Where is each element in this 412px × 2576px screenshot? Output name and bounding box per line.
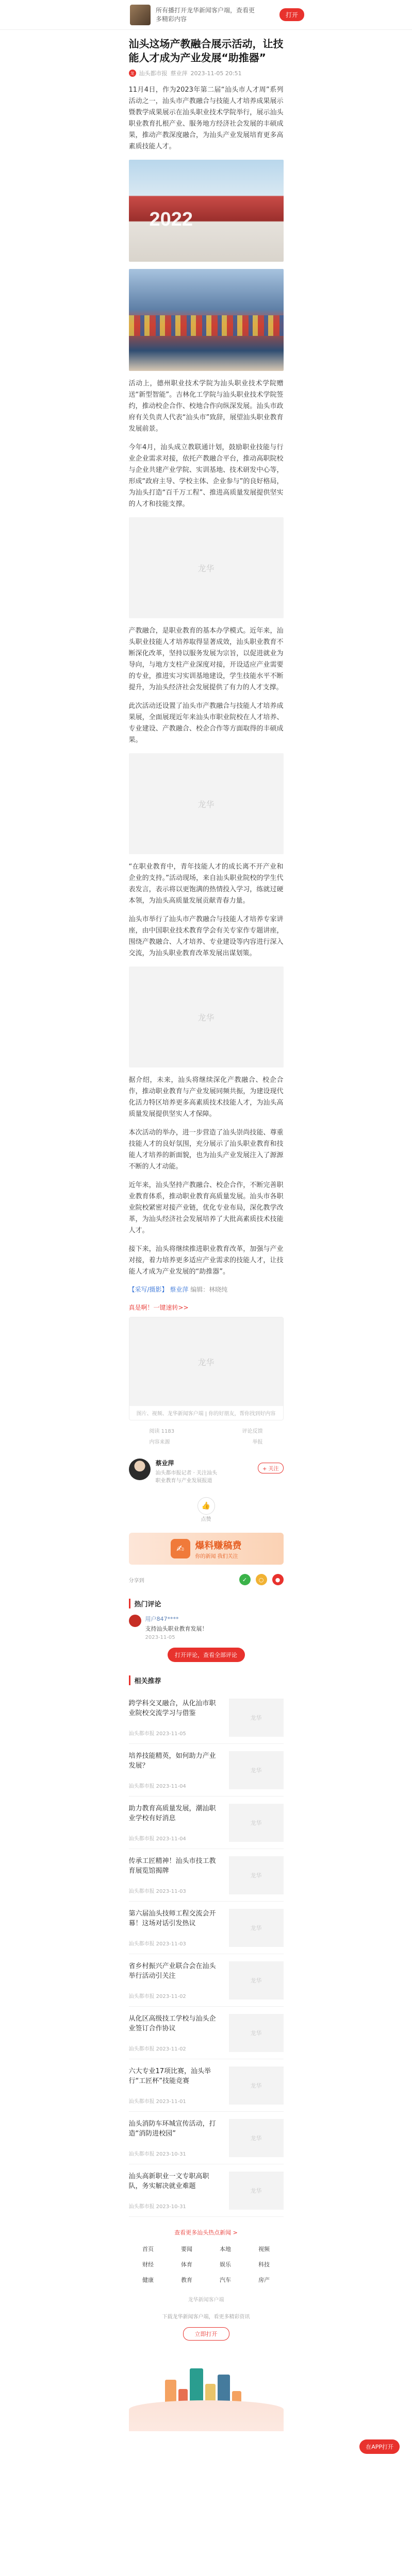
city-illustration [129,2354,284,2431]
placeholder-logo-icon: 龙华 [250,2188,262,2194]
editor-suffix: 编辑：林晓纯 [190,1286,228,1293]
megaphone-icon: ✍ [171,1539,190,1558]
performers-band [129,315,284,336]
paragraph: 据介绍，未来，汕头将继续深化产教融合、校企合作，推动职业教育与产业发展同频共振，为建设现代化活力特区培养更多高素质技术技能人才，为汕头高质量发展提供坚实人才保障。 [128,1076,284,1118]
list-item-thumbnail[interactable] [229,1909,284,1947]
list-item[interactable] [129,1691,284,1744]
channel-link[interactable]: 娱乐 [220,2261,231,2268]
list-item-meta: 汕头都市报 2023-11-04 [128,1836,186,1842]
banner-subtitle: 你的新闻 我们关注 [195,1553,238,1560]
list-item-title[interactable]: 六大专业17项比赛，汕头举行“工匠杯”技能竞赛 [128,2067,211,2085]
list-item-thumbnail[interactable] [229,2172,284,2210]
list-item-title[interactable]: 第六届汕头技师工程交流会开幕！这场对话引发热议 [128,1910,216,1927]
channel-link[interactable]: 首页 [142,2246,154,2252]
list-item-title[interactable]: 助力教育高质量发展，潮汕职业学校有好消息 [128,1805,216,1822]
paragraph: 近年来，汕头坚持产教融合、校企合作，不断完善职业教育体系，推动职业教育高质量发展。汕头市各职业院校紧密对接产业链，优化专业布局，深化教学改革，为汕头经济社会发展培养了大批高素质技术技能人才。 [128,1181,284,1234]
placeholder-logo-icon: 龙华 [250,1715,262,1721]
list-item-meta: 汕头都市报 2023-10-31 [128,2204,186,2210]
feedback-link[interactable]: 评论反馈 [242,1429,263,1434]
wechat-icon[interactable]: ✓ [239,1574,251,1585]
list-item-text [129,2066,222,2105]
channel-link[interactable]: 财经 [142,2261,154,2268]
channel-link[interactable]: 房产 [258,2277,270,2283]
list-item-thumbnail[interactable] [229,1699,284,1737]
list-item-meta: 汕头都市报 2023-11-03 [128,1889,186,1894]
list-item-meta: 汕头都市报 2023-11-01 [128,2099,186,2105]
channel-link[interactable]: 汽车 [220,2277,231,2283]
placeholder-logo-icon: 龙华 [197,1012,215,1023]
placeholder-logo-icon: 龙华 [197,799,215,809]
paragraph: 此次活动还设置了汕头市产教融合与技能人才培养成果展，全面展现近年来汕头市职业院校在人才培养、专业建设、产教融合、校企合作等方面取得的丰硕成果。 [128,702,284,744]
share-row [129,1574,284,1585]
editor-prefix: 【采写/摄影】 [128,1286,168,1293]
app-logo [130,5,151,25]
editor-line [129,1285,284,1294]
placeholder-logo-icon: 龙华 [250,2082,262,2089]
paragraph: 接下来，汕头将继续推进职业教育改革，加强与产业对接，着力培养更多适应产业需求的技能人才，让技能人才成为产业发展的“助推器”。 [128,1245,284,1276]
placeholder-logo-icon: 龙华 [250,1925,262,1931]
tip-off-banner[interactable] [129,1533,284,1565]
author-name[interactable]: 蔡业萍 [155,1460,174,1467]
placeholder-logo-icon: 龙华 [250,2135,262,2142]
channel-link[interactable]: 健康 [142,2277,154,2283]
article-title: 汕头这场产教融合展示活动，让技能人才成为产业发展“助推器” [128,38,284,64]
list-item-meta: 汕头都市报 2023-10-31 [128,2151,186,2157]
list-item-text [129,2172,222,2210]
bottom-spacer [129,2442,284,2472]
editor-names: 蔡业萍 [170,1286,189,1293]
channel-link[interactable]: 视频 [258,2246,270,2252]
report-link[interactable]: 举报 [252,1439,263,1445]
comment-time: 2023-11-05 [145,1635,175,1640]
article [129,30,284,2472]
avatar[interactable] [129,1615,141,1627]
like-label: 点赞 [201,1517,211,1522]
placeholder-logo-icon: 龙华 [197,563,215,573]
read-count: 阅读 1183 [149,1429,175,1434]
list-item-thumbnail[interactable] [229,2119,284,2157]
footer-subtitle: 下载龙华新闻客户端，看更多精彩资讯 [162,2314,250,2320]
list-item[interactable] [129,1902,284,1954]
placeholder-logo-icon: 龙华 [250,1872,262,1879]
open-app-button[interactable]: 打开 [279,8,304,21]
event-stage-photo[interactable] [129,160,284,262]
ad-image[interactable] [129,1317,283,1406]
list-item-text [129,1961,222,1999]
ground-shape [129,2400,284,2431]
weibo-icon[interactable]: ● [272,1574,284,1585]
list-item[interactable] [129,1849,284,1902]
list-item-meta: 汕头都市报 2023-11-02 [128,2046,186,2052]
list-item-thumbnail[interactable] [229,1961,284,1999]
banner-text-group [195,1538,242,1560]
report-row [129,1437,284,1445]
avatar[interactable] [129,1459,151,1480]
paragraph: 产教融合，是职业教育的基本办学模式。近年来，汕头职业技能人才培养取得显著成效，汕头职业教育不断深化改革，坚持以服务发展为宗旨，以促进就业为导向，与地方支柱产业深度对接，开设适应产业需要的专业，推进实习实训基地建设，学生技能水平不断提升，为汕头经济社会发展提供了有力的人才支撑。 [128,627,284,691]
list-item[interactable] [129,2164,284,2217]
like-area [129,1497,284,1522]
list-item-text [129,2014,222,2052]
list-item-meta: 汕头都市报 2023-11-04 [128,1784,186,1789]
channel-link[interactable]: 要闻 [181,2246,192,2252]
promo-link[interactable]: 真是啊！一键速转>> [128,1304,189,1311]
list-item-title[interactable]: 培养技能精英，如何助力产业发展？ [128,1752,216,1770]
recommend-list [129,1691,284,2217]
list-item-title[interactable]: 汕头消防车环城宣传活动，打造“消防进校园” [128,2120,216,2138]
list-item-title[interactable]: 传承工匠精神！汕头市技工教育展览馆揭牌 [128,1857,216,1875]
source-badge-icon: 龙 [129,70,136,77]
ad-box[interactable] [129,1317,284,1420]
comment-item [129,1615,284,1640]
moments-icon[interactable]: ○ [256,1574,267,1585]
channel-link[interactable]: 本地 [220,2246,231,2252]
list-item-text [129,1856,222,1894]
list-item[interactable] [129,2112,284,2164]
list-item-text [129,1699,222,1737]
paragraph: 汕头市举行了汕头市产教融合与技能人才培养专家讲座，由中国职业技术教育学会有关专家作专题讲座，围绕产教融合、人才培养、专业建设等内容进行深入交流，为汕头职业教育改革发展出谋划策。 [128,916,284,957]
source-link[interactable]: 内容来源 [149,1439,170,1445]
ad-caption: 图片、视频、龙华新闻客户端 | 你的好朋友，帮你找到好内容 [136,1411,276,1417]
like-button[interactable] [197,1497,215,1522]
comment-user-name[interactable]: 用户847**** [145,1616,179,1622]
channel-link[interactable]: 教育 [181,2277,192,2283]
channel-grid [129,2245,284,2284]
thumb-up-icon: 👍 [197,1497,215,1515]
placeholder-logo-icon: 龙华 [250,1767,262,1774]
article-meta [129,69,284,77]
paragraph: 11月4日，作为2023年第二届“汕头市人才周”系列活动之一，汕头市产教融合与技能人才培养成果展示暨教学成果展示在汕头职业技术学院举行，展示汕头职业教育扎根产业、服务地方经济社会发展的丰硕成果，推动产教深度融合，为汕头产业发展培育更多高素质技能人才。 [128,86,284,150]
list-item[interactable] [129,1744,284,1797]
open-in-app-button[interactable]: 在APP打开 [359,2439,400,2454]
list-item-text [129,1909,222,1947]
list-item-meta: 汕头都市报 2023-11-03 [128,1941,186,1947]
more-news-link[interactable]: 查看更多汕头热点新闻 > [174,2229,238,2236]
banner-title: 爆料赚稿费 [195,1540,242,1551]
footer-open-button[interactable]: 立即打开 [183,2327,229,2341]
author-card[interactable] [129,1459,284,1485]
list-item-title[interactable]: 从化区高级技工学校与汕头企业签订合作协议 [128,2015,216,2032]
banner-text: 所有播打开龙华新闻客户端，查看更多精彩内容 [156,6,255,23]
list-item[interactable] [129,2007,284,2059]
open-comments-button[interactable]: 打开评论，查看全部评论 [168,1648,245,1662]
follow-button[interactable]: + 关注 [258,1463,284,1473]
list-item-text [129,2119,222,2157]
list-item-text [129,1751,222,1789]
author-info [156,1459,222,1485]
share-icons [239,1574,284,1585]
comment-body [145,1615,284,1640]
list-item-title[interactable]: 跨学科交叉融合，从化汕市职业院校交流学习与借鉴 [128,1700,216,1717]
paragraph: “在职业教育中，青年技能人才的成长离不开产业和企业的支持。”活动现场，来自汕头职业院校的学生代表发言，表示将以更饱满的热情投入学习，练就过硬本领，为汕头高质量发展贡献青春力量。 [128,863,284,905]
performance-photo[interactable] [129,269,284,371]
placeholder-logo-icon: 龙华 [250,1820,262,1826]
list-item[interactable] [129,1797,284,1849]
author-desc: 汕头都市报记者 · 关注汕头职业教育与产业发展报道 [155,1470,218,1484]
app-download-banner[interactable] [0,0,412,30]
paragraph: 今年4月，汕头成立教联通计划，鼓励职业技能与行业企业需求对接，依托产教融合平台，推动高职院校与企业共建产业学院、实训基地、技术研发中心等，形成“政府主导、学校主体、企业参与”的良好格局，为汕头打造“百千万工程”、推进高质量发展提供坚实的人才和技能支撑。 [128,444,284,508]
placeholder-logo-icon: 龙华 [197,1357,215,1367]
list-item[interactable] [129,2059,284,2112]
article-datetime: 2023-11-05 20:51 [190,70,242,77]
placeholder-logo-icon: 龙华 [250,1977,262,1984]
stats-row [129,1427,284,1434]
image-placeholder[interactable] [129,517,284,618]
list-item-thumbnail[interactable] [229,1804,284,1842]
paragraph: 本次活动的举办，进一步营造了汕头崇尚技能、尊重技能人才的良好氛围，充分展示了汕头职业教育和技能人才培养的新面貌，也为汕头产业发展注入了源源不断的人才动能。 [128,1129,284,1171]
comment-text: 支持汕头职业教育发展！ [145,1625,208,1632]
list-item-thumbnail[interactable] [229,1751,284,1789]
list-item[interactable] [129,1954,284,2007]
article-source[interactable]: 汕头都市报 [139,70,168,77]
list-item-title[interactable]: 汕头高新职业一文专职高职队，务实解决就业难题 [128,2173,209,2190]
placeholder-logo-icon: 龙华 [250,2030,262,2037]
list-item-meta: 汕头都市报 2023-11-05 [128,1731,186,1737]
paragraph: 活动上，德州职业技术学院为汕头职业技术学院赠送“新型智能”。吉林化工学院与汕头职业技术学院签约，推动校企合作、校地合作向纵深发展。汕头市政府有关负责人代表“汕头市”致辞，展望汕头职业教育发展前景。 [128,380,284,433]
list-item-meta: 汕头都市报 2023-11-02 [128,1994,186,1999]
stage-photo-text: 2022 [149,209,193,230]
channel-link[interactable]: 科技 [258,2261,270,2268]
image-placeholder[interactable] [129,753,284,854]
list-item-thumbnail[interactable] [229,2014,284,2052]
comments-heading: 热门评论 [129,1599,284,1608]
footer-note: 龙华新闻客户端 [188,2297,224,2303]
share-label: 分享到 [128,1578,144,1584]
recommend-heading: 相关推荐 [129,1675,284,1685]
list-item-thumbnail[interactable] [229,1856,284,1894]
list-item-title[interactable]: 省乡村振兴产业联合会在汕头举行活动引关注 [128,1962,216,1980]
channel-link[interactable]: 体育 [181,2261,192,2268]
article-author: 蔡业萍 [170,70,188,77]
image-placeholder[interactable] [129,967,284,1067]
list-item-thumbnail[interactable] [229,2066,284,2105]
list-item-text [129,1804,222,1842]
